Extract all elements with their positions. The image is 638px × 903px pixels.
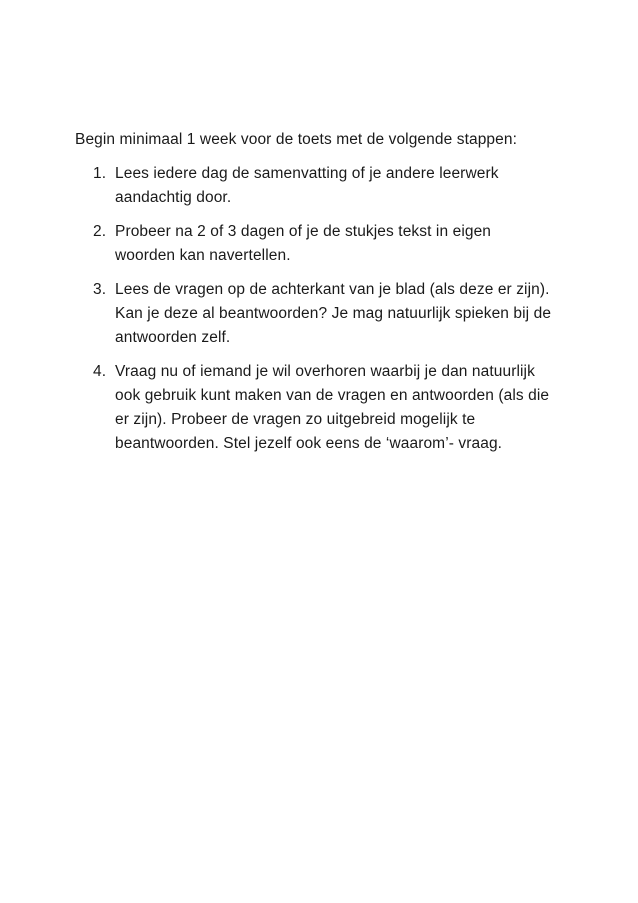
list-item-number: 1. <box>93 165 107 182</box>
list-item-text: Probeer na 2 of 3 dagen of je de stukjes tekst in eigen woorden kan navertellen. <box>115 223 492 264</box>
list-item <box>75 360 555 456</box>
intro-paragraph: Begin minimaal 1 week voor de toets met de volgende stappen: <box>75 131 517 148</box>
list-item-text: Vraag nu of iemand je wil overhoren waarbij je dan natuurlijk ook gebruik kunt maken van de vragen en antwoorden (als die er zijn). Probeer de vragen zo uitgebreid mogelijk te beantwoorden. Stel jezelf ook eens de ‘waarom’- vraag. <box>115 363 550 452</box>
steps-list <box>75 162 555 456</box>
list-item-number: 2. <box>93 223 107 240</box>
list-item <box>75 278 555 350</box>
list-item-text: Lees iedere dag de samenvatting of je andere leerwerk aandachtig door. <box>115 165 499 206</box>
list-item <box>75 220 555 268</box>
list-item <box>75 162 555 210</box>
list-item-text: Lees de vragen op de achterkant van je blad (als deze er zijn). Kan je deze al beantwoorden? Je mag natuurlijk spieken bij de antwoorden zelf. <box>115 281 552 346</box>
document-body <box>75 128 555 466</box>
list-item-number: 4. <box>93 363 107 380</box>
list-item-number: 3. <box>93 281 107 298</box>
